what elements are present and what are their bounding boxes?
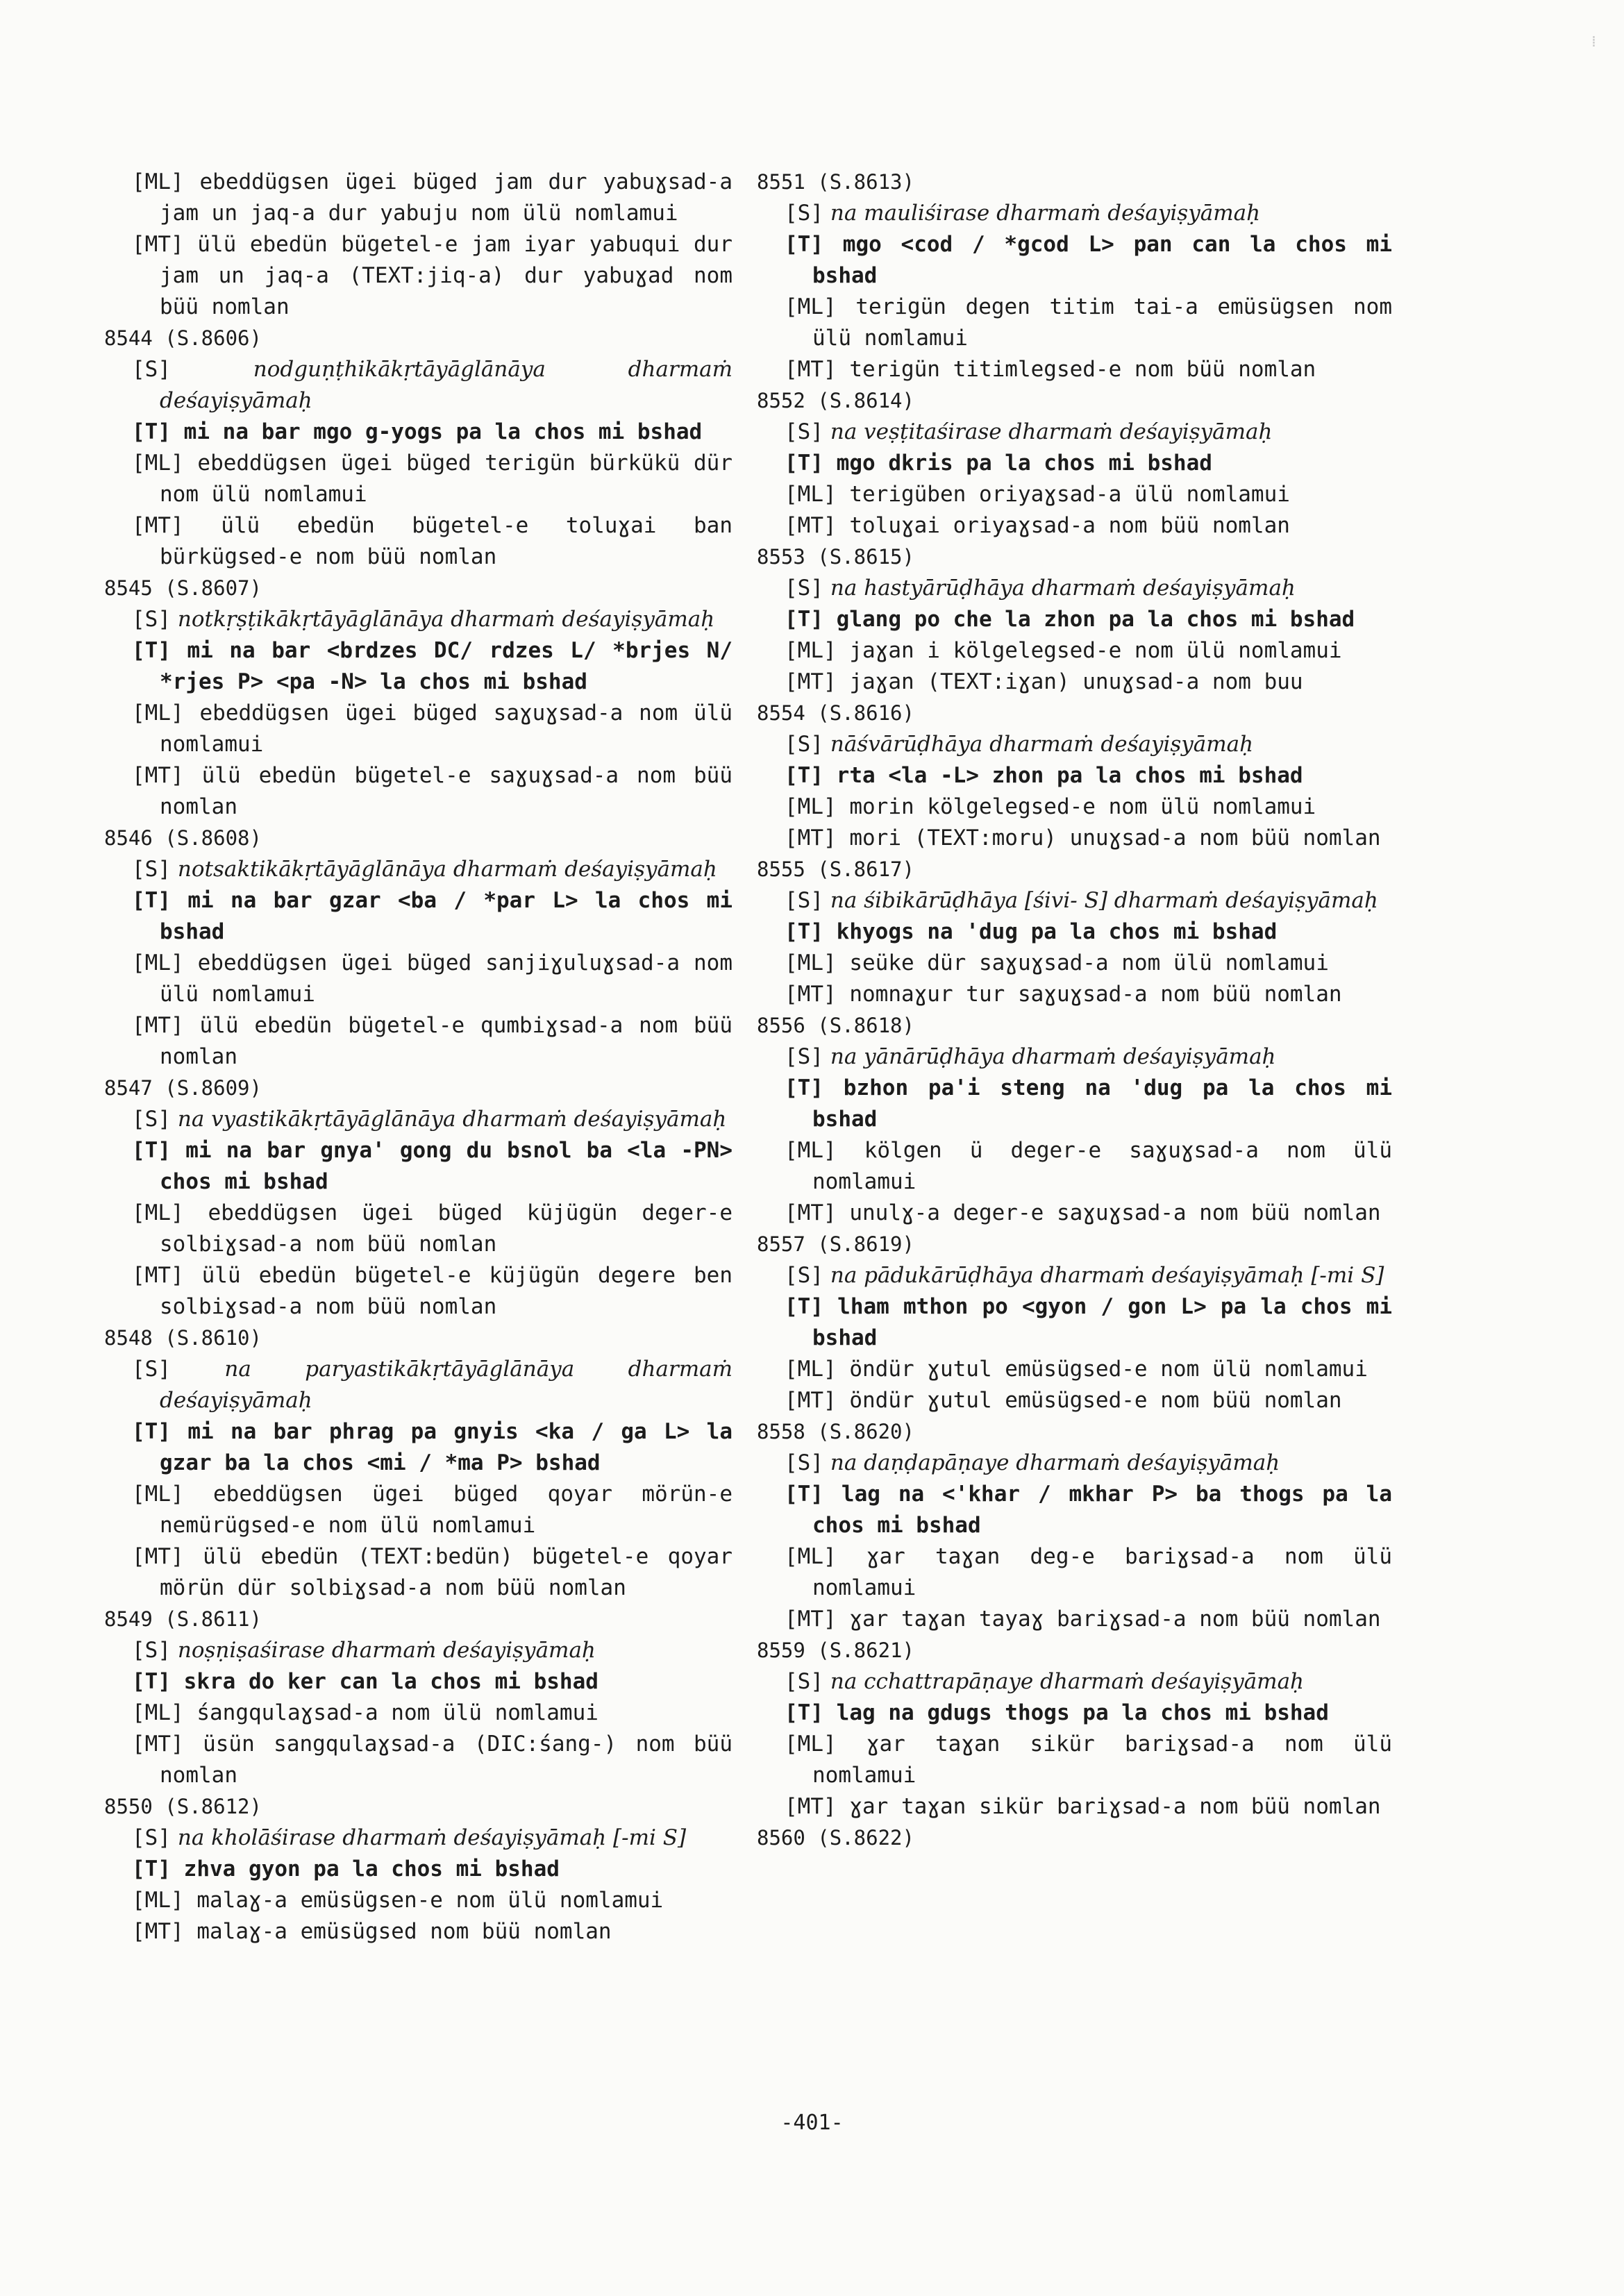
entry-tag: [S] <box>132 1107 171 1132</box>
entry-line-ml <box>785 479 1392 510</box>
entry-tag: [S] <box>132 357 171 382</box>
entry-text: noṣṇiṣaśirase dharmaṁ deśayiṣyāmaḥ <box>177 1638 596 1663</box>
entry-text: notsaktikākṛtāyāglānāya dharmaṁ deśayiṣyāmaḥ <box>177 857 717 882</box>
entry-tag: [T] <box>132 1419 171 1444</box>
entry-text: toluɣai oriyaɣsad-a nom büü nomlan <box>849 513 1290 538</box>
entry-number: 8555 (S.8617) <box>757 857 914 881</box>
entry-text: mi na bar phrag pa gnyis <ka / ga L> la gzar ba la chos <mi / *ma P> bshad <box>160 1419 733 1475</box>
entry-line-ml <box>785 1541 1392 1604</box>
entry-text: na veṣṭitaśirase dharmaṁ deśayiṣyāmaḥ <box>830 419 1273 444</box>
entry-line-s <box>132 604 733 635</box>
entry-line-ml <box>132 1885 733 1916</box>
entry-text: lham mthon po <gyon / gon L> pa la chos mi bshad <box>812 1294 1392 1350</box>
entry-number: 8550 (S.8612) <box>104 1795 262 1818</box>
entry-line-t <box>785 604 1392 635</box>
entry-text: kölgen ü deger-e saɣuɣsad-a nom ülü nomlamui <box>812 1138 1392 1194</box>
entry-line-t <box>132 1135 733 1198</box>
entry-tag: [MT] <box>132 513 184 538</box>
entry-line-ml <box>132 1698 733 1729</box>
entry-tag: [S] <box>785 419 823 444</box>
entry-text: mori (TEXT:moru) unuɣsad-a nom büü nomlan <box>849 826 1381 850</box>
entry-line-t <box>785 1479 1392 1541</box>
entry-tag: [T] <box>785 1700 823 1725</box>
entry-text: na śibikārūḍhāya [śivi- S] dharmaṁ deśayiṣyāmaḥ <box>830 888 1378 913</box>
entry-tag: [S] <box>785 201 823 226</box>
entry-text: ɣar taɣan sikür bariɣsad-a nom büü nomlan <box>849 1794 1381 1819</box>
entry-tag: [MT] <box>132 1919 184 1944</box>
entry-line-mt <box>132 760 733 823</box>
entry-text: lag na gdugs thogs pa la chos mi bshad <box>836 1700 1329 1725</box>
entry-line-mt <box>785 1385 1392 1416</box>
entry-tag: [S] <box>132 607 171 632</box>
entry-line-ml <box>785 1354 1392 1385</box>
entry-tag: [S] <box>785 1263 823 1288</box>
entry-text: ülü ebedün (TEXT:bedün) bügetel-e qoyar mörün dür solbiɣsad-a nom büü nomlan <box>160 1544 733 1600</box>
entry-line-t <box>785 760 1392 791</box>
entry-text: nodguṇṭhikākṛtāyāglānāya dharmaṁ deśayiṣyāmaḥ <box>160 357 733 413</box>
entry-tag: [S] <box>785 888 823 913</box>
entry-tag: [MT] <box>785 1388 837 1413</box>
entry-text: śangqulaɣsad-a nom ülü nomlamui <box>196 1700 598 1725</box>
entry-number: 8553 (S.8615) <box>757 545 914 569</box>
dictionary-entry <box>104 1604 733 1791</box>
entry-tag: [S] <box>785 1669 823 1694</box>
entry-number: 8547 (S.8609) <box>104 1076 262 1100</box>
entry-line-t <box>785 1291 1392 1354</box>
entry-text: na vyastikākṛtāyāglānāya dharmaṁ deśayiṣyāmaḥ <box>177 1107 727 1132</box>
entry-tag: [ML] <box>785 794 837 819</box>
entry-tag: [ML] <box>785 482 837 507</box>
entry-text: ülü ebedün bügetel-e toluɣai ban bürkügsed-e nom büü nomlan <box>160 513 733 569</box>
entry-line-s <box>785 198 1392 229</box>
entry-text: unulɣ-a deger-e saɣuɣsad-a nom büü nomlan <box>849 1200 1381 1225</box>
entry-line-ml <box>132 698 733 760</box>
entry-number: 8558 (S.8620) <box>757 1420 914 1443</box>
entry-number: 8552 (S.8614) <box>757 389 914 412</box>
entry-tag: [T] <box>132 419 171 444</box>
entry-tag: [T] <box>132 638 171 663</box>
entry-text: na daṇḍapāṇaye dharmaṁ deśayiṣyāmaḥ <box>830 1450 1280 1475</box>
entry-number: 8554 (S.8616) <box>757 701 914 725</box>
entry-text: ülü ebedün bügetel-e qumbiɣsad-a nom büü nomlan <box>160 1013 733 1069</box>
entry-line-ml <box>785 1135 1392 1198</box>
entry-tag: [ML] <box>132 950 184 975</box>
dictionary-entry <box>104 823 733 1073</box>
entry-text: ülü ebedün bügetel-e küjügün degere ben solbiɣsad-a nom büü nomlan <box>160 1263 733 1319</box>
dictionary-entry <box>757 1229 1392 1416</box>
page-number: -401- <box>780 2111 844 2135</box>
entry-line-t <box>785 1698 1392 1729</box>
entry-number: 8545 (S.8607) <box>104 576 262 600</box>
entry-line-mt <box>785 823 1392 854</box>
entry-tag: [ML] <box>785 1138 837 1163</box>
entry-tag: [MT] <box>132 232 184 257</box>
entry-tag: [MT] <box>785 357 837 382</box>
entry-tag: [ML] <box>785 638 837 663</box>
entry-tag: [MT] <box>132 763 184 788</box>
entry-line-mt <box>132 1729 733 1791</box>
entry-text: ɣar taɣan tayaɣ bariɣsad-a nom büü nomlan <box>849 1607 1381 1632</box>
entry-tag: [T] <box>785 607 823 632</box>
entry-text: na paryastikākṛtāyāglānāya dharmaṁ deśayiṣyāmaḥ <box>160 1357 733 1413</box>
entry-line-t <box>132 1854 733 1885</box>
entry-line-t <box>785 1073 1392 1135</box>
entry-line-ml <box>785 1729 1392 1791</box>
entry-number: 8557 (S.8619) <box>757 1232 914 1256</box>
entry-number: 8549 (S.8611) <box>104 1607 262 1631</box>
entry-line-ml <box>132 448 733 510</box>
entry-tag: [ML] <box>785 950 837 975</box>
entry-text: na pādukārūḍhāya dharmaṁ deśayiṣyāmaḥ [-mi S] <box>830 1263 1384 1288</box>
entry-line-s <box>785 1448 1392 1479</box>
entry-line-t <box>785 916 1392 948</box>
entry-line-ml <box>785 635 1392 667</box>
entry-tag: [ML] <box>132 451 184 476</box>
entry-line-s <box>785 885 1392 916</box>
entry-line-mt <box>132 1260 733 1323</box>
entry-text: na yānārūḍhāya dharmaṁ deśayiṣyāmaḥ <box>830 1044 1276 1069</box>
entry-line-s <box>785 1041 1392 1073</box>
entry-line-ml <box>132 1479 733 1541</box>
entry-tag: [ML] <box>132 1888 184 1913</box>
entry-tag: [T] <box>785 919 823 944</box>
entry-line-mt <box>785 1198 1392 1229</box>
entry-tag: [S] <box>785 1450 823 1475</box>
dictionary-entry <box>757 854 1392 1010</box>
entry-line-mt <box>132 1916 733 1947</box>
entry-line-t <box>785 448 1392 479</box>
entry-line-mt <box>785 1791 1392 1822</box>
entry-text: ɣar taɣan deg-e bariɣsad-a nom ülü nomlamui <box>812 1544 1392 1600</box>
entry-line-s <box>132 1104 733 1135</box>
entry-text: malaɣ-a emüsügsed nom büü nomlan <box>196 1919 612 1944</box>
entry-tag: [MT] <box>785 669 837 694</box>
entry-text: nomnaɣur tur saɣuɣsad-a nom büü nomlan <box>849 982 1342 1007</box>
entry-text: na cchattrapāṇaye dharmaṁ deśayiṣyāmaḥ <box>830 1669 1305 1694</box>
entry-tag: [S] <box>132 1638 171 1663</box>
entry-line-t <box>132 885 733 948</box>
dictionary-entry <box>757 698 1392 854</box>
entry-text: na mauliśirase dharmaṁ deśayiṣyāmaḥ <box>830 201 1261 226</box>
entry-text: üsün sangqulaɣsad-a (DIC:śang-) nom büü nomlan <box>160 1732 733 1788</box>
dictionary-entry <box>104 1791 733 1947</box>
entry-number: 8560 (S.8622) <box>757 1826 914 1850</box>
entry-text: öndür ɣutul emüsügsed-e nom ülü nomlamui <box>849 1357 1368 1382</box>
entry-line-ml <box>132 948 733 1010</box>
left-column <box>104 167 733 1947</box>
entry-line-t <box>785 229 1392 292</box>
entry-text: zhva gyon pa la chos mi bshad <box>183 1857 560 1882</box>
entry-tag: [T] <box>785 1482 823 1507</box>
entry-tag: [S] <box>132 857 171 882</box>
entry-text: morin kölgelegsed-e nom ülü nomlamui <box>849 794 1316 819</box>
entry-number: 8551 (S.8613) <box>757 170 914 194</box>
entry-text: ebeddügsen ügei büged terigün bürkükü dür nom ülü nomlamui <box>160 451 733 507</box>
entry-tag: [ML] <box>132 1200 184 1225</box>
entry-text: ebeddügsen ügei büged sanjiɣuluɣsad-a nom ülü nomlamui <box>160 950 733 1007</box>
entry-text: ülü ebedün bügetel-e jam iyar yabuqui dur jam un jaq-a (TEXT:jiq-a) dur yabuɣad nom büü nomlan <box>160 232 733 319</box>
entry-text: bzhon pa'i steng na 'dug pa la chos mi bshad <box>812 1075 1392 1132</box>
entry-text: ebeddügsen ügei büged jam dur yabuɣsad-a jam un jaq-a dur yabuju nom ülü nomlamui <box>160 169 733 226</box>
entry-tag: [ML] <box>785 1357 837 1382</box>
entry-tag: [MT] <box>785 982 837 1007</box>
entry-text: ebeddügsen ügei büged qoyar mörün-e nemürügsed-e nom ülü nomlamui <box>160 1482 733 1538</box>
entry-text: mi na bar gzar <ba / *par L> la chos mi bshad <box>160 888 733 944</box>
dictionary-entry <box>104 323 733 573</box>
entry-line-s <box>132 354 733 417</box>
entry-tag: [MT] <box>132 1544 184 1569</box>
entry-text: glang po che la zhon pa la chos mi bshad <box>836 607 1355 632</box>
entry-line-s <box>785 1260 1392 1291</box>
entry-tag: [S] <box>785 576 823 601</box>
entry-text: lag na <'khar / mkhar P> ba thogs pa la chos mi bshad <box>812 1482 1392 1538</box>
entry-text: nāśvārūḍhāya dharmaṁ deśayiṣyāmaḥ <box>830 732 1254 757</box>
entry-line-ml <box>785 948 1392 979</box>
dictionary-entry <box>104 167 733 323</box>
entry-line-s <box>785 417 1392 448</box>
entry-line-mt <box>785 354 1392 385</box>
dictionary-entry <box>757 167 1392 385</box>
entry-text: jaɣan (TEXT:iɣan) unuɣsad-a nom buu <box>849 669 1303 694</box>
entry-tag: [ML] <box>132 169 184 194</box>
entry-text: ülü ebedün bügetel-e saɣuɣsad-a nom büü nomlan <box>160 763 733 819</box>
entry-tag: [S] <box>785 732 823 757</box>
entry-line-s <box>785 1666 1392 1698</box>
entry-text: mgo <cod / *gcod L> pan can la chos mi bshad <box>812 232 1392 288</box>
entry-line-mt <box>785 667 1392 698</box>
entry-text: rta <la -L> zhon pa la chos mi bshad <box>836 763 1303 788</box>
dictionary-entry <box>104 1073 733 1323</box>
entry-line-ml <box>785 791 1392 823</box>
entry-line-mt <box>132 1010 733 1073</box>
entry-text: mgo dkris pa la chos mi bshad <box>836 451 1212 476</box>
entry-tag: [MT] <box>132 1732 184 1757</box>
entry-text: na hastyārūḍhāya dharmaṁ deśayiṣyāmaḥ <box>830 576 1296 601</box>
entry-text: terigüben oriyaɣsad-a ülü nomlamui <box>849 482 1290 507</box>
entry-text: mi na bar <brdzes DC/ rdzes L/ *brjes N/ *rjes P> <pa -N> la chos mi bshad <box>160 638 733 694</box>
entry-text: na kholāśirase dharmaṁ deśayiṣyāmaḥ [-mi S] <box>177 1825 687 1850</box>
entry-text: ebeddügsen ügei büged saɣuɣsad-a nom ülü nomlamui <box>160 701 733 757</box>
entry-line-mt <box>132 510 733 573</box>
entry-line-s <box>132 1822 733 1854</box>
entry-text: notkṛṣṭikākṛtāyāglānāya dharmaṁ deśayiṣyāmaḥ <box>177 607 715 632</box>
entry-text: mi na bar mgo g-yogs pa la chos mi bshad <box>183 419 703 444</box>
entry-tag: [T] <box>785 451 823 476</box>
entry-text: terigün titimlegsed-e nom büü nomlan <box>849 357 1316 382</box>
dictionary-entry <box>757 1416 1392 1635</box>
entry-text: mi na bar gnya' gong du bsnol ba <la -PN> chos mi bshad <box>160 1138 733 1194</box>
entry-line-s <box>132 854 733 885</box>
entry-tag: [MT] <box>785 1607 837 1632</box>
entry-line-mt <box>785 510 1392 542</box>
entry-tag: [MT] <box>785 513 837 538</box>
entry-line-s <box>785 729 1392 760</box>
entry-tag: [MT] <box>132 1013 184 1038</box>
entry-line-ml <box>785 292 1392 354</box>
entry-line-t <box>132 417 733 448</box>
entry-tag: [ML] <box>132 1482 184 1507</box>
entry-line-s <box>132 1354 733 1416</box>
entry-number: 8546 (S.8608) <box>104 826 262 850</box>
entry-tag: [S] <box>132 1825 171 1850</box>
dictionary-entry <box>757 542 1392 698</box>
entry-tag: [MT] <box>785 1200 837 1225</box>
entry-tag: [ML] <box>785 1732 837 1757</box>
dictionary-entry <box>757 1822 1392 1854</box>
entry-tag: [MT] <box>785 1794 837 1819</box>
entry-text: ebeddügsen ügei büged küjügün deger-e solbiɣsad-a nom büü nomlan <box>160 1200 733 1257</box>
entry-text: terigün degen titim tai-a emüsügsen nom ülü nomlamui <box>812 294 1392 351</box>
entry-line-ml <box>132 167 733 229</box>
dictionary-entry <box>104 1323 733 1604</box>
dictionary-entry <box>757 385 1392 542</box>
entry-number: 8556 (S.8618) <box>757 1014 914 1037</box>
entry-number: 8544 (S.8606) <box>104 326 262 350</box>
entry-tag: [ML] <box>785 1544 837 1569</box>
entry-line-t <box>132 635 733 698</box>
entry-text: öndür ɣutul emüsügsed-e nom büü nomlan <box>849 1388 1342 1413</box>
entry-line-mt <box>132 229 733 323</box>
entry-text: malaɣ-a emüsügsen-e nom ülü nomlamui <box>196 1888 664 1913</box>
entry-tag: [ML] <box>132 1700 184 1725</box>
entry-tag: [ML] <box>785 294 837 319</box>
entry-tag: [MT] <box>785 826 837 850</box>
entry-text: ɣar taɣan sikür bariɣsad-a nom ülü nomlamui <box>812 1732 1392 1788</box>
entry-line-mt <box>132 1541 733 1604</box>
entry-tag: [T] <box>132 1138 171 1163</box>
entry-line-mt <box>785 1604 1392 1635</box>
entry-tag: [S] <box>132 1357 171 1382</box>
entry-line-mt <box>785 979 1392 1010</box>
entry-line-s <box>132 1635 733 1666</box>
entry-tag: [T] <box>132 1857 171 1882</box>
dictionary-entry <box>757 1010 1392 1229</box>
entry-tag: [S] <box>785 1044 823 1069</box>
entry-tag: [T] <box>785 763 823 788</box>
entry-tag: [T] <box>132 1669 171 1694</box>
dictionary-entry <box>104 573 733 823</box>
entry-tag: [MT] <box>132 1263 184 1288</box>
entry-text: skra do ker can la chos mi bshad <box>183 1669 598 1694</box>
entry-line-s <box>785 573 1392 604</box>
entry-tag: [T] <box>132 888 171 913</box>
entry-text: jaɣan i kölgelegsed-e nom ülü nomlamui <box>849 638 1342 663</box>
entry-number: 8559 (S.8621) <box>757 1639 914 1662</box>
entry-line-t <box>132 1666 733 1698</box>
entry-tag: [T] <box>785 1294 823 1319</box>
entry-text: seüke dür saɣuɣsad-a nom ülü nomlamui <box>849 950 1329 975</box>
entry-number: 8548 (S.8610) <box>104 1326 262 1350</box>
entry-tag: [T] <box>785 232 823 257</box>
margin-mark-icon: ⁞ <box>1591 33 1596 51</box>
entry-text: khyogs na 'dug pa la chos mi bshad <box>836 919 1278 944</box>
entry-line-ml <box>132 1198 733 1260</box>
right-column <box>757 167 1392 1854</box>
dictionary-entry <box>757 1635 1392 1822</box>
entry-line-t <box>132 1416 733 1479</box>
entry-tag: [T] <box>785 1075 823 1100</box>
entry-tag: [ML] <box>132 701 184 726</box>
